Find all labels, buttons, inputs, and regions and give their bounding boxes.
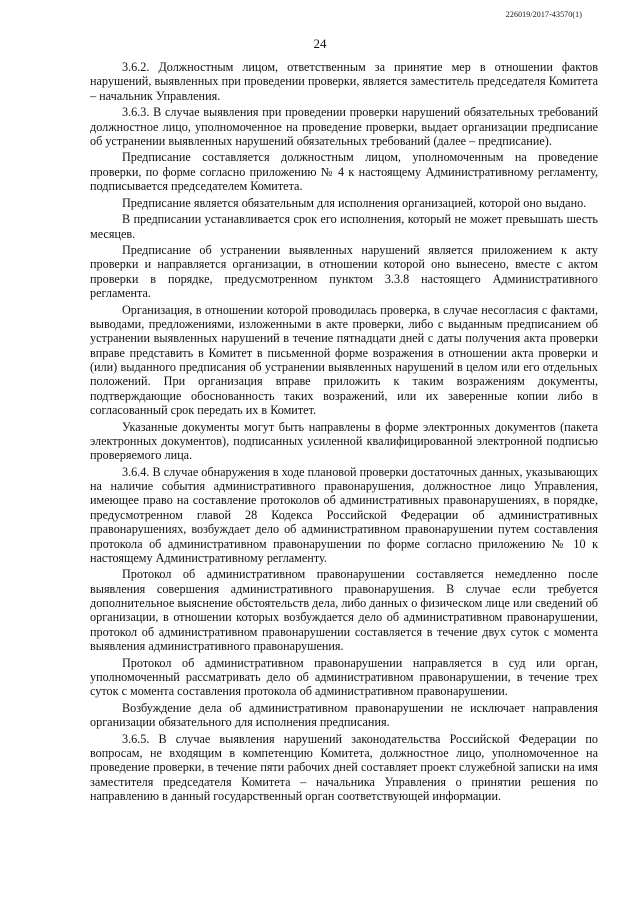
page-number: 24 <box>313 36 327 51</box>
paragraph-protocol-sending: Протокол об административном правонарушении направляется в суд или орган, уполномоченный рассматривать дело об административном правонарушении, в течение трех суток с момента составления протокола об административном правонарушении. <box>90 655 598 699</box>
paragraph-objections: Организация, в отношении которой проводилась проверка, в случае несогласия с фактами, выводами, предложениями, изложенными в акте проверки, либо с выданным предписанием об устранении выявленных нарушений в течение пятнадцати дней с даты получения акта проверки вправе представить в Комитет в письменной форме возражения в отношении акта проверки и (или) выданного предписания об устранении выявленных нарушений в целом или его отдельных положений. При организация вправе приложить к таким возражениям документы, подтверждающие обоснованность таких возражений, или их заверенные копии либо в согласованный срок передать их в Комитет. <box>90 302 598 418</box>
paragraph-3-6-2: 3.6.2. Должностным лицом, ответственным за принятие мер в отношении фактов нарушений, выявленных при проведении проверки, является заместитель председателя Комитета – начальник Управления. <box>90 60 598 103</box>
paragraph-3-6-4: 3.6.4. В случае обнаружения в ходе плановой проверки достаточных данных, указывающих на наличие события административного правонарушения, должностное лицо Управления, имеющее право на составление протоколов об административных правонарушениях, в порядке, предусмотренном главой 28 Кодекса Российской Федерации об административных правонарушениях, возбуждает дело об административном правонарушении путем составления протокола об административном правонарушении по форме согласно приложению № 10 к настоящему Административному регламенту. <box>90 464 598 565</box>
paragraph-electronic-documents: Указанные документы могут быть направлены в форме электронных документов (пакета электронных документов), подписанных усиленной квалифицированной электронной подписью проверяемого лица. <box>90 419 598 463</box>
paragraph-order-attachment: Предписание об устранении выявленных нарушений является приложением к акту проверки и направляется организации, в отношении которой оно вынесено, вместе с актом проверки в порядке, предусмотренном пунктом 3.3.8 настоящего Административного регламента. <box>90 243 598 301</box>
paragraph-order-form: Предписание составляется должностным лицом, уполномоченным на проведение проверки, по форме согласно приложению № 4 к настоящему Административному регламенту, подписывается председателем Комитета. <box>90 150 598 194</box>
document-body <box>90 60 598 806</box>
paragraph-3-6-5: 3.6.5. В случае выявления нарушений законодательства Российской Федерации по вопросам, не входящим в компетенцию Комитета, должностное лицо, уполномоченное на проведение проверки, в течение пяти рабочих дней составляет проект служебной записки на имя заместителя председателя Комитета – начальника Управления о принятии решения по направлению в данный государственный орган соответствующей информации. <box>90 731 598 804</box>
document-registration-number: 226019/2017-43570(1) <box>505 10 582 19</box>
paragraph-case-initiation: Возбуждение дела об административном правонарушении не исключает направления организации обязательного для исполнения предписания. <box>90 700 598 730</box>
paragraph-order-term: В предписании устанавливается срок его исполнения, который не может превышать шесть месяцев. <box>90 212 598 241</box>
paragraph-3-6-3: 3.6.3. В случае выявления при проведении проверки нарушений обязательных требований должностное лицо, уполномоченное на проведение проверки, выдает организации предписание об устранении выявленных нарушений обязательных требований (далее – предписание). <box>90 105 598 148</box>
paragraph-order-mandatory: Предписание является обязательным для исполнения организацией, которой оно выдано. <box>122 195 587 210</box>
paragraph-protocol-drafting: Протокол об административном правонарушении составляется немедленно после выявления совершения административного правонарушения. В случае если требуется дополнительное выяснение обстоятельств дела, либо данных о физическом лице или сведений об организации, в отношении которых возбуждается дело об административном правонарушении, протокол об административном правонарушении составляется в течение двух суток с момента выявления административного правонарушения. <box>90 567 598 654</box>
